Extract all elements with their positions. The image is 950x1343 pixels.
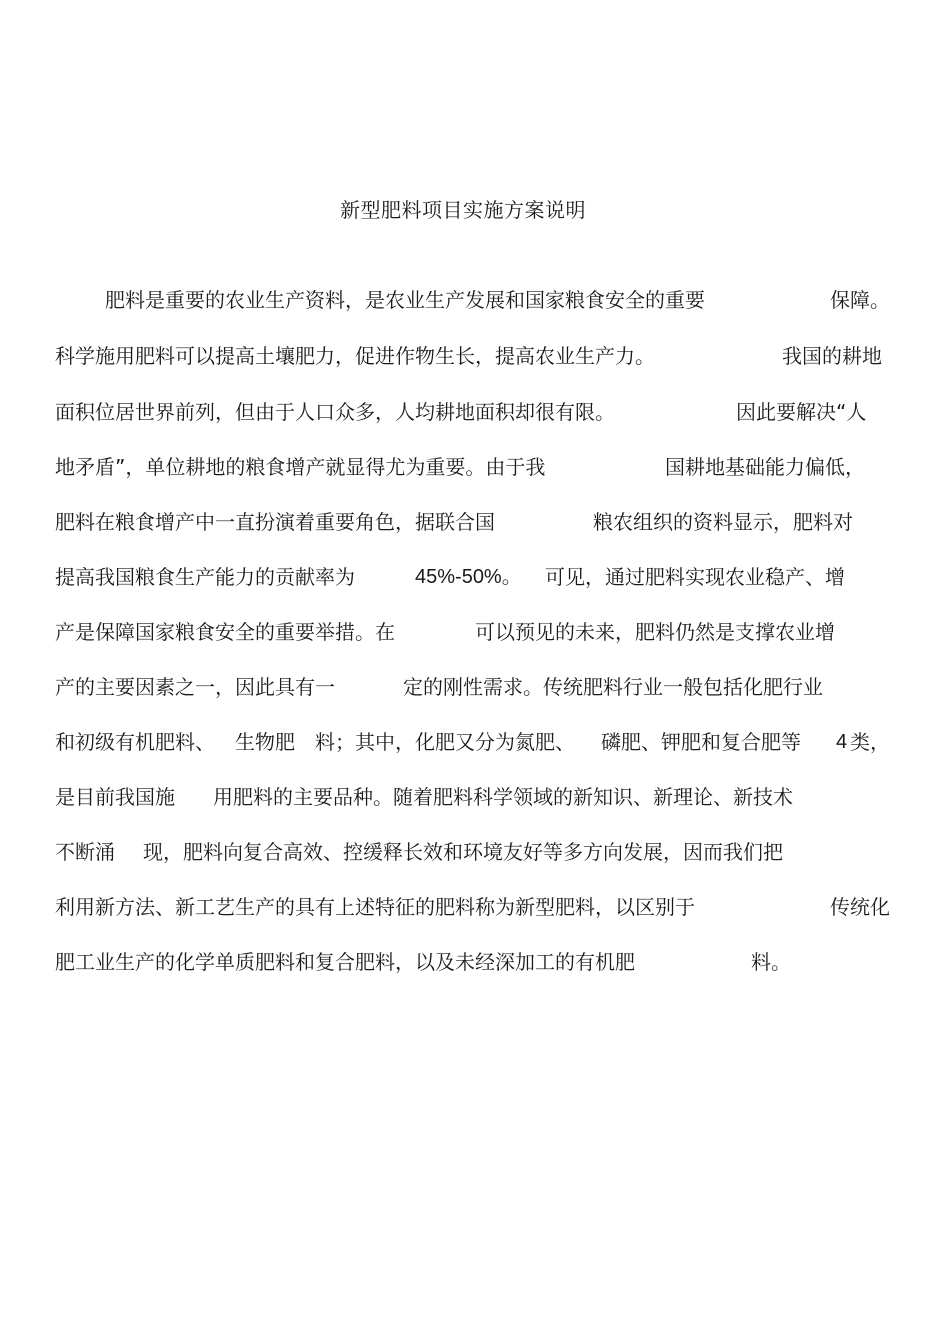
line-9-number: 4 xyxy=(836,731,848,753)
line-1-text-b: 保障。 xyxy=(830,288,890,312)
line-11-text-a: 不断涌 xyxy=(55,840,115,864)
line-8-text-b: 定的刚性需求。传统肥料行业一般包括化肥行业 xyxy=(403,675,823,699)
line-2-text-a: 科学施用肥料可以提高土壤肥力，促进作物生长，提高农业生产力。 xyxy=(55,344,655,368)
line-9-text-a: 和初级有机肥料、 xyxy=(55,730,215,754)
line-10-text-a: 是目前我国施 xyxy=(55,785,175,809)
line-12-text-a: 利用新方法、新工艺生产的具有上述特征的肥料称为新型肥料，以区别于 xyxy=(55,895,695,919)
line-6-percentage: 45%-50%。 xyxy=(415,566,522,588)
line-4-text-a: 地矛盾”，单位耕地的粮食增产就显得尤为重要。由于我 xyxy=(55,455,546,479)
line-3-text-b: 因此要解决“人 xyxy=(736,400,867,424)
line-2-text-b: 我国的耕地 xyxy=(782,344,882,368)
line-4-text-b: 国耕地基础能力偏低， xyxy=(665,455,865,479)
document-title: 新型肥料项目实施方案说明 xyxy=(340,198,586,222)
line-5-text-b: 粮农组织的资料显示，肥料对 xyxy=(593,510,853,534)
line-9-text-c: 料；其中，化肥又分为氮肥、 xyxy=(315,730,575,754)
line-12-text-b: 传统化 xyxy=(830,895,890,919)
line-7-text-b: 可以预见的未来，肥料仍然是支撑农业增 xyxy=(475,620,835,644)
line-10-text-b: 用肥料的主要品种。随着肥料科学领域的新知识、新理论、新技术 xyxy=(213,785,793,809)
line-8-text-a: 产的主要因素之一，因此具有一 xyxy=(55,675,335,699)
line-9-text-d: 磷肥、钾肥和复合肥等 xyxy=(601,730,801,754)
line-7-text-a: 产是保障国家粮食安全的重要举措。在 xyxy=(55,620,395,644)
line-6-text-a: 提高我国粮食生产能力的贡献率为 xyxy=(55,565,355,589)
line-11-text-b: 现，肥料向复合高效、控缓释长效和环境友好等多方向发展，因而我们把 xyxy=(143,840,783,864)
line-5-text-a: 肥料在粮食增产中一直扮演着重要角色，据联合国 xyxy=(55,510,495,534)
line-9-text-e: 类， xyxy=(850,730,890,754)
line-9-text-b: 生物肥 xyxy=(235,730,295,754)
line-13-text-b: 料。 xyxy=(751,950,791,974)
line-13-text-a: 肥工业生产的化学单质肥料和复合肥料，以及未经深加工的有机肥 xyxy=(55,950,635,974)
line-3-text-a: 面积位居世界前列，但由于人口众多，人均耕地面积却很有限。 xyxy=(55,400,615,424)
line-6-text-c: 可见，通过肥料实现农业稳产、增 xyxy=(545,565,845,589)
line-1-text-a: 肥料是重要的农业生产资料，是农业生产发展和国家粮食安全的重要 xyxy=(105,288,705,312)
